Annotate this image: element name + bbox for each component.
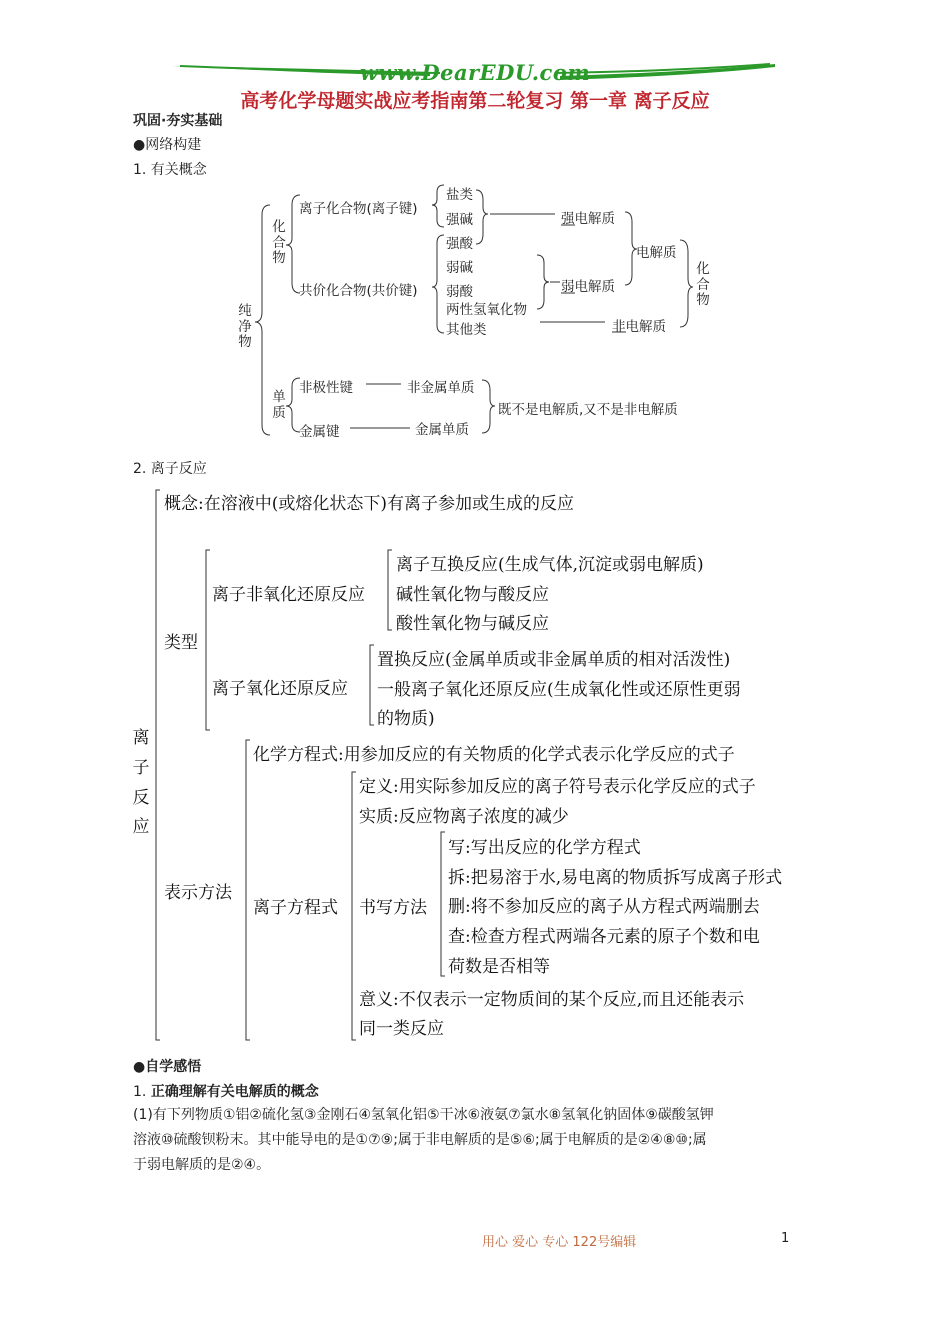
label-exchange-reaction: 离子互换反应(生成气体,沉淀或弱电解质)	[396, 555, 704, 575]
label-others: 其他类	[446, 322, 487, 338]
label-displacement: 置换反应(金属单质或非金属单质的相对活泼性)	[377, 650, 731, 670]
concepts-heading: 1. 有关概念	[133, 162, 207, 178]
label-nonmetal-element: 非金属单质	[407, 380, 475, 396]
label-general-redox-1: 一般离子氧化还原反应(生成氧化性或还原性更弱	[377, 680, 741, 700]
label-compound-right: 化合物	[696, 261, 710, 309]
label-element: 单质	[272, 389, 286, 421]
label-write: 写:写出反应的化学方程式	[448, 838, 641, 858]
label-amphoteric-hydroxide: 两性氢氧化物	[446, 302, 527, 318]
label-strong-electrolyte: 强电解质	[561, 211, 615, 227]
label-writing-method: 书写方法	[359, 898, 427, 918]
page-title: 高考化学母题实战应考指南第二轮复习 第一章 离子反应	[240, 90, 710, 112]
label-neither-electrolyte: 既不是电解质,又不是非电解质	[498, 402, 678, 418]
label-strong-acid: 强酸	[446, 236, 473, 252]
electrolyte-heading-text: 正确理解有关电解质的概念	[150, 1084, 319, 1100]
label-weak-acid: 弱酸	[446, 284, 473, 300]
label-delete: 删:将不参加反应的离子从方程式两端删去	[448, 897, 760, 917]
label-weak-electrolyte: 弱电解质	[561, 279, 615, 295]
label-pure-substance: 纯净物	[238, 303, 252, 351]
label-ion-reaction: 离子反应	[132, 728, 150, 838]
section-self-study: ●自学感悟	[133, 1059, 202, 1075]
label-acidic-oxide: 酸性氧化物与碱反应	[396, 614, 549, 634]
label-meaning-2: 同一类反应	[359, 1019, 444, 1039]
label-covalent-compound: 共价化合物(共价键)	[299, 283, 418, 299]
label-general-redox-2: 的物质)	[377, 709, 435, 729]
label-weak-base: 弱碱	[446, 260, 473, 276]
body-line-3: 于弱电解质的是②④。	[133, 1157, 271, 1173]
reaction-heading: 2. 离子反应	[133, 461, 207, 477]
label-non-redox: 离子非氧化还原反应	[212, 585, 365, 605]
label-representation: 表示方法	[164, 883, 232, 903]
electrolyte-heading	[133, 1081, 319, 1101]
label-strong-base: 强碱	[446, 212, 473, 228]
label-check-1: 查:检查方程式两端各元素的原子个数和电	[448, 927, 760, 947]
label-split: 拆:把易溶于水,易电离的物质拆写成离子形式	[448, 868, 783, 888]
section-network: ●网络构建	[133, 137, 202, 153]
page-number: 1	[781, 1231, 790, 1246]
label-redox: 离子氧化还原反应	[212, 679, 348, 699]
label-meaning-1: 意义:不仅表示一定物质间的某个反应,而且还能表示	[359, 990, 745, 1010]
body-line-1: (1)有下列物质①铝②硫化氢③金刚石④氢氧化铝⑤干冰⑥液氨⑦氯水⑧氢氧化钠固体⑨碳酸氢钾	[133, 1107, 714, 1123]
label-ionic-equation: 离子方程式	[253, 898, 338, 918]
label-metallic-bond: 金属键	[299, 424, 340, 440]
label-electrolyte: 电解质	[636, 245, 677, 261]
label-salts: 盐类	[446, 187, 473, 203]
section-consolidate: 巩固·夯实基础	[133, 113, 223, 129]
label-concept: 概念:在溶液中(或熔化状态下)有离子参加或生成的反应	[164, 494, 574, 514]
label-nonpolar-bond: 非极性键	[299, 380, 353, 396]
site-url: www.DearEDU.com	[359, 60, 591, 85]
label-ionic-compound: 离子化合物(离子键)	[299, 201, 418, 217]
label-check-2: 荷数是否相等	[448, 957, 550, 977]
label-non-electrolyte: 非电解质	[612, 319, 666, 335]
label-compound: 化合物	[272, 219, 286, 267]
body-line-2: 溶液⑩硫酸钡粉末。其中能导电的是①⑦⑨;属于非电解质的是⑤⑥;属于电解质的是②④⑧⑩;属	[133, 1132, 707, 1148]
label-essence: 实质:反应物离子浓度的减少	[359, 807, 569, 827]
label-basic-oxide: 碱性氧化物与酸反应	[396, 585, 549, 605]
label-types: 类型	[164, 633, 198, 653]
label-metal-element: 金属单质	[415, 422, 469, 438]
electrolyte-heading-number: 1.	[133, 1084, 147, 1100]
footer-text: 用心 爱心 专心 122号编辑	[482, 1235, 637, 1250]
label-definition: 定义:用实际参加反应的离子符号表示化学反应的式子	[359, 777, 756, 797]
label-chem-equation: 化学方程式:用参加反应的有关物质的化学式表示化学反应的式子	[253, 745, 735, 765]
